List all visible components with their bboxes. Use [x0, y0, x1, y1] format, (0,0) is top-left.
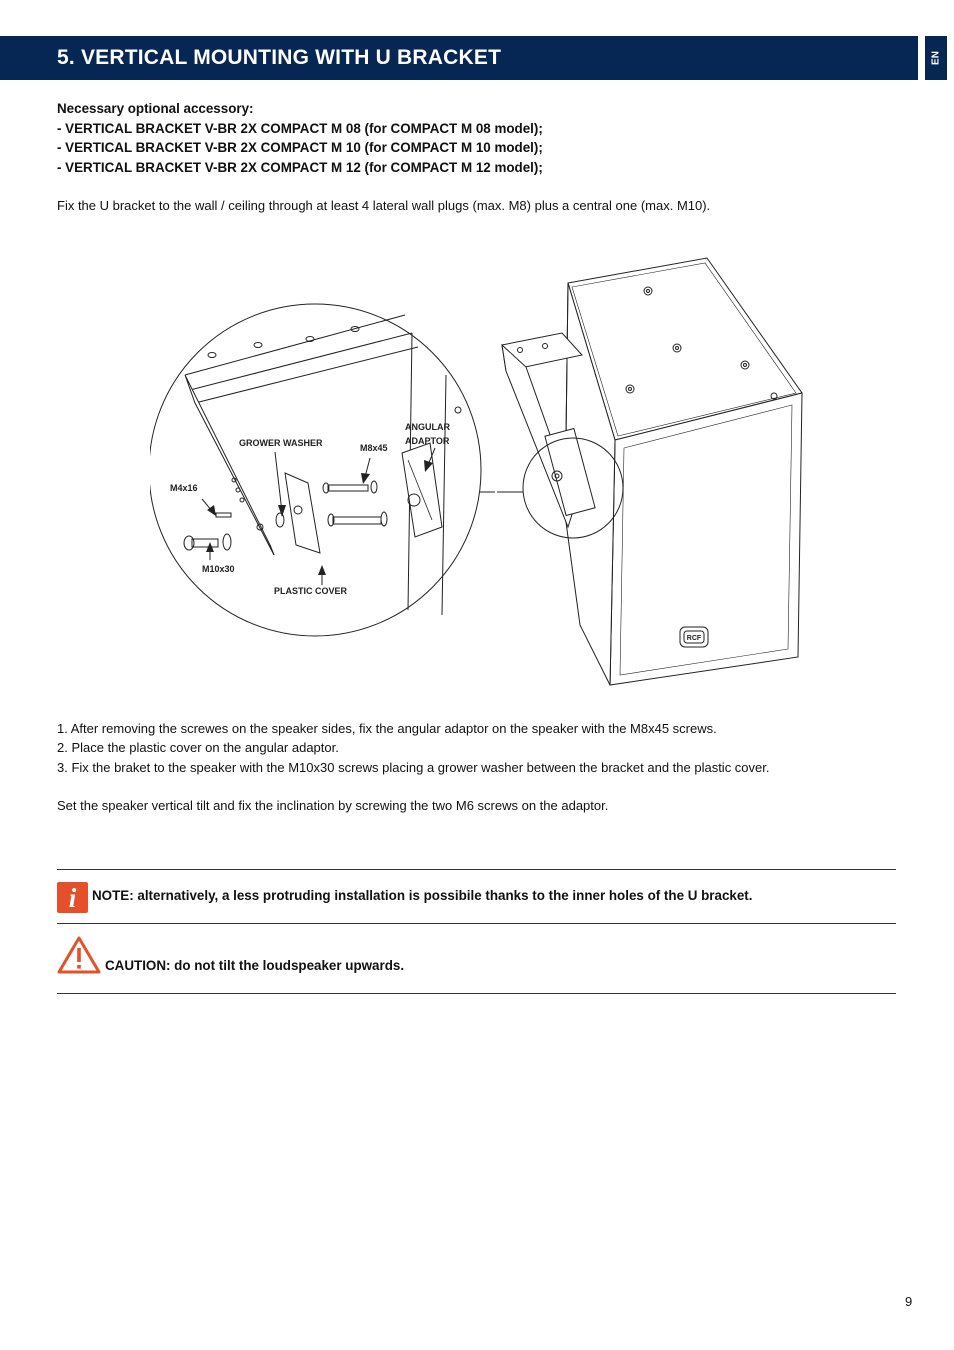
accessory-list — [57, 99, 543, 177]
caution-text: CAUTION: do not tilt the loudspeaker upwards. — [105, 958, 405, 973]
language-label: EN — [930, 51, 942, 65]
accessory-item: - VERTICAL BRACKET V-BR 2X COMPACT M 08 (for COMPACT M 08 model); — [57, 120, 543, 136]
label-grower-washer: GROWER WASHER — [239, 438, 323, 448]
intro-paragraph: Fix the U bracket to the wall / ceiling through at least 4 lateral wall plugs (max. M8) plus a central one (max. M10). — [57, 198, 711, 213]
label-adaptor: ADAPTOR — [405, 436, 450, 446]
accessory-heading: Necessary optional accessory: — [57, 101, 254, 116]
label-m4x16: M4x16 — [170, 483, 198, 493]
step-item: 1. After removing the screwes on the speaker sides, fix the angular adaptor on the speaker with the M8x45 screws. — [57, 721, 717, 736]
page-number: 9 — [905, 1294, 913, 1309]
divider — [57, 869, 896, 870]
info-icon: i — [57, 882, 88, 913]
section-title: 5. VERTICAL MOUNTING WITH U BRACKET — [57, 46, 502, 69]
section-header-bar — [0, 36, 918, 80]
step-list — [57, 719, 770, 777]
label-angular: ANGULAR — [405, 422, 450, 432]
divider — [57, 993, 896, 994]
warning-triangle-icon — [57, 936, 101, 974]
divider — [57, 923, 896, 924]
mounting-diagram — [150, 255, 810, 690]
label-m10x30: M10x30 — [202, 564, 235, 574]
accessory-item: - VERTICAL BRACKET V-BR 2X COMPACT M 10 (for COMPACT M 10 model); — [57, 140, 543, 155]
accessory-item: - VERTICAL BRACKET V-BR 2X COMPACT M 12 (for COMPACT M 12 model); — [57, 159, 543, 175]
label-plastic-cover: PLASTIC COVER — [274, 586, 348, 596]
speaker-drawing — [565, 258, 802, 685]
note-text: NOTE: alternatively, a less protruding installation is possibile thanks to the inner holes of the U bracket. — [92, 888, 753, 903]
tilt-paragraph: Set the speaker vertical tilt and fix the inclination by screwing the two M6 screws on the adaptor. — [57, 798, 609, 813]
brand-logo: RCF — [686, 635, 702, 642]
step-item: 2. Place the plastic cover on the angular adaptor. — [57, 740, 339, 756]
step-item: 3. Fix the braket to the speaker with the M10x30 screws placing a grower washer between the bracket and the plastic cover. — [57, 759, 770, 775]
language-tab — [925, 36, 947, 80]
label-m8x45: M8x45 — [360, 443, 388, 453]
